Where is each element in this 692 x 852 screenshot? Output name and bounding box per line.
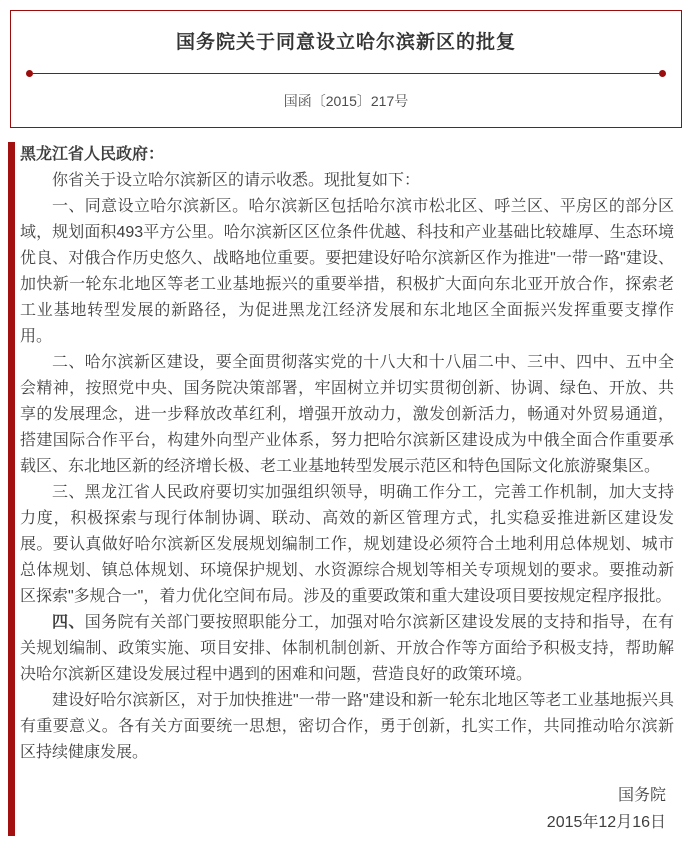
- paragraph-text: 三、黑龙江省人民政府要切实加强组织领导，明确工作分工，完善工作机制，加大支持力度，积极探索与现行体制协调、联动、高效的新区管理方式，扎实稳妥推进新区建设发展。要认真做好哈尔滨新区发展规划编制工作，规划建设必须符合土地利用总体规划、城市总体规划、镇总体规划、环境保护规划、水资源综合规划等相关专项规划的要求。要推动新区探索"多规合一"，着力优化空间布局。涉及的重要政策和重大建设项目要按规定程序报批。: [20, 484, 674, 605]
- divider-dot-right: [659, 70, 666, 77]
- divider-dot-left: [26, 70, 33, 77]
- paragraph-prefix: 四、: [52, 614, 85, 631]
- paragraph-intro: [20, 168, 674, 194]
- signature-date: 2015年12月16日: [546, 814, 666, 831]
- title-divider: [26, 70, 666, 77]
- paragraph-text: 你省关于设立哈尔滨新区的请示收悉。现批复如下：: [52, 172, 421, 189]
- paragraph-item-3: [20, 480, 674, 610]
- salutation: 黑龙江省人民政府：: [20, 146, 165, 163]
- page-title: 国务院关于同意设立哈尔滨新区的批复: [175, 32, 516, 53]
- signature-block: [20, 782, 674, 836]
- doc-number: 国函〔2015〕217号: [283, 93, 409, 109]
- document-body: [8, 142, 676, 836]
- paragraph-text: 建设好哈尔滨新区，对于加快推进"一带一路"建设和新一轮东北地区等老工业基地振兴具有重要意义。各有关方面要统一思想，密切合作，勇于创新，扎实工作，共同推动哈尔滨新区持续健康发展。: [20, 692, 674, 761]
- signature-issuer: 国务院: [617, 787, 666, 804]
- paragraph-text: 二、哈尔滨新区建设，要全面贯彻落实党的十八大和十八届二中、三中、四中、五中全会精神，按照党中央、国务院决策部署，牢固树立并切实贯彻创新、协调、绿色、开放、共享的发展理念，进一步释放改革红利，增强开放动力，激发创新活力，畅通对外贸易通道，搭建国际合作平台，构建外向型产业体系，努力把哈尔滨新区建设成为中俄全面合作重要承载区、东北地区新的经济增长极、老工业基地转型发展示范区和特色国际文化旅游聚集区。: [20, 354, 674, 475]
- divider-line: [33, 73, 659, 74]
- paragraph-item-4: [20, 610, 674, 688]
- paragraph-item-2: [20, 350, 674, 480]
- paragraph-item-1: [20, 194, 674, 350]
- paragraph-closing: [20, 688, 674, 766]
- paragraph-text: 一、同意设立哈尔滨新区。哈尔滨新区包括哈尔滨市松北区、呼兰区、平房区的部分区域，规划面积493平方公里。哈尔滨新区区位条件优越、科技和产业基础比较雄厚、生态环境优良、对俄合作历史悠久、战略地位重要。要把建设好哈尔滨新区作为推进"一带一路"建设、加快新一轮东北地区等老工业基地振兴的重要举措，积极扩大面向东北亚开放合作，探索老工业基地转型发展的新路径，为促进黑龙江经济发展和东北地区全面振兴发挥重要支撑作用。: [20, 198, 674, 345]
- document-header: [10, 10, 682, 128]
- document-page: [0, 10, 692, 836]
- paragraph-text: 国务院有关部门要按照职能分工，加强对哈尔滨新区建设发展的支持和指导，在有关规划编制、政策实施、项目安排、体制机制创新、开放合作等方面给予积极支持，帮助解决哈尔滨新区建设发展过程中遇到的困难和问题，营造良好的政策环境。: [20, 614, 674, 683]
